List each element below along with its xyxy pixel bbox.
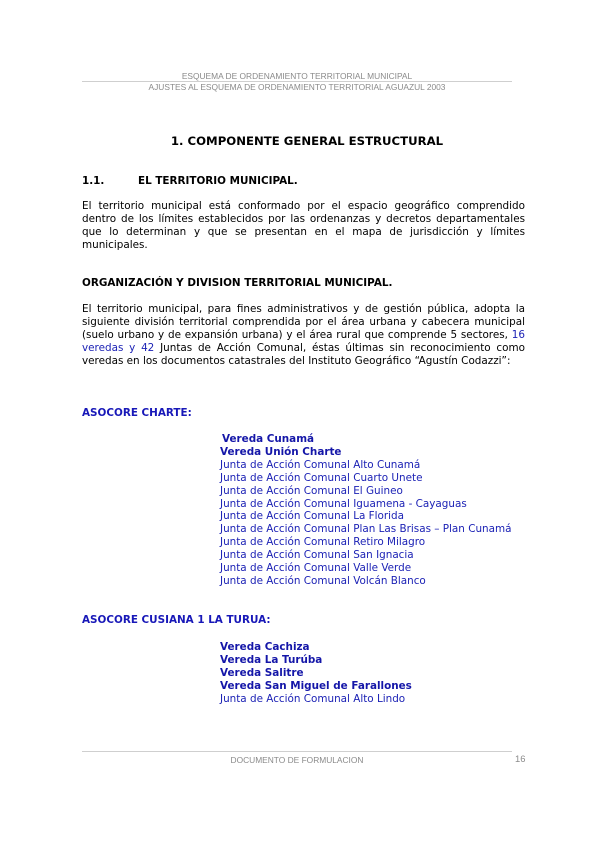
list-item-junta: Junta de Acción Comunal Retiro Milagro [220, 536, 426, 549]
list-item-vereda: Vereda Salitre [220, 666, 304, 679]
list-item-junta: Junta de Acción Comunal La Florida [220, 510, 405, 523]
list-item-vereda: Vereda Cunamá [222, 433, 315, 445]
footer-label: DOCUMENTO DE FORMULACION [230, 755, 364, 765]
paragraph-division-text-2: Juntas de Acción Comunal, éstas últimas sin reconocimiento como veredas en los documentos catastrales del Instituto Geográfico “Agustín Codazzi”: [82, 341, 525, 367]
list-item-junta: Junta de Acción Comunal Alto Lindo [220, 692, 406, 705]
section-title: EL TERRITORIO MUNICIPAL. [138, 175, 298, 187]
list-item-vereda: Vereda La Turúba [220, 653, 323, 666]
asocore-charte-list [220, 433, 511, 588]
list-item-junta: Junta de Acción Comunal Valle Verde [220, 562, 412, 575]
list-item-junta: Junta de Acción Comunal El Guineo [220, 484, 403, 497]
asocore-cusiana-list [220, 641, 412, 706]
header-line-2: AJUSTES AL ESQUEMA DE ORDENAMIENTO TERRITORIAL AGUAZUL 2003 [148, 82, 446, 92]
list-item-vereda: Vereda Cachiza [220, 641, 310, 653]
list-item-junta: Junta de Acción Comunal Volcán Blanco [220, 574, 426, 587]
subheading-organization: ORGANIZACIÓN Y DIVISION TERRITORIAL MUNICIPAL. [82, 277, 393, 289]
list-item-junta: Junta de Acción Comunal Iguamena - Cayaguas [220, 497, 467, 510]
page-number: 16 [515, 753, 526, 764]
list-item-junta: Junta de Acción Comunal Alto Cunamá [220, 458, 421, 471]
paragraph-territory: El territorio municipal está conformado por el espacio geográfico comprendido dentro de los límites establecidos por las ordenanzas y decretos departamentales que lo determinan y que se presentan en el mapa de jurisdicción y límites municipales. [82, 200, 525, 251]
asocore-cusiana-title: ASOCORE CUSIANA 1 LA TURUA: [82, 614, 271, 626]
list-item-junta: Junta de Acción Comunal San Ignacia [220, 549, 414, 562]
footer-divider [82, 751, 512, 752]
paragraph-division [82, 303, 525, 368]
paragraph-division-text-1: El territorio municipal, para fines administrativos y de gestión pública, adopta la siguiente división territorial comprendida por el área urbana y cabecera municipal (suelo urbano y de expansión urbana) y el área rural que comprende 5 sectores, [82, 303, 525, 341]
list-item-vereda: Vereda Unión Charte [220, 445, 342, 458]
paragraph-division-highlight: 16 veredas y 42 [82, 328, 525, 354]
list-item-junta: Junta de Acción Comunal Plan Las Brisas – Plan Cunamá [220, 523, 512, 536]
list-item-vereda: Vereda San Miguel de Farallones [220, 679, 412, 692]
header-line-1: ESQUEMA DE ORDENAMIENTO TERRITORIAL MUNICIPAL [181, 71, 413, 81]
list-item-junta: Junta de Acción Comunal Cuarto Unete [220, 471, 423, 484]
section-number: 1.1. [82, 175, 105, 187]
chapter-title: 1. COMPONENTE GENERAL ESTRUCTURAL [170, 134, 444, 148]
asocore-charte-title: ASOCORE CHARTE: [82, 407, 192, 419]
